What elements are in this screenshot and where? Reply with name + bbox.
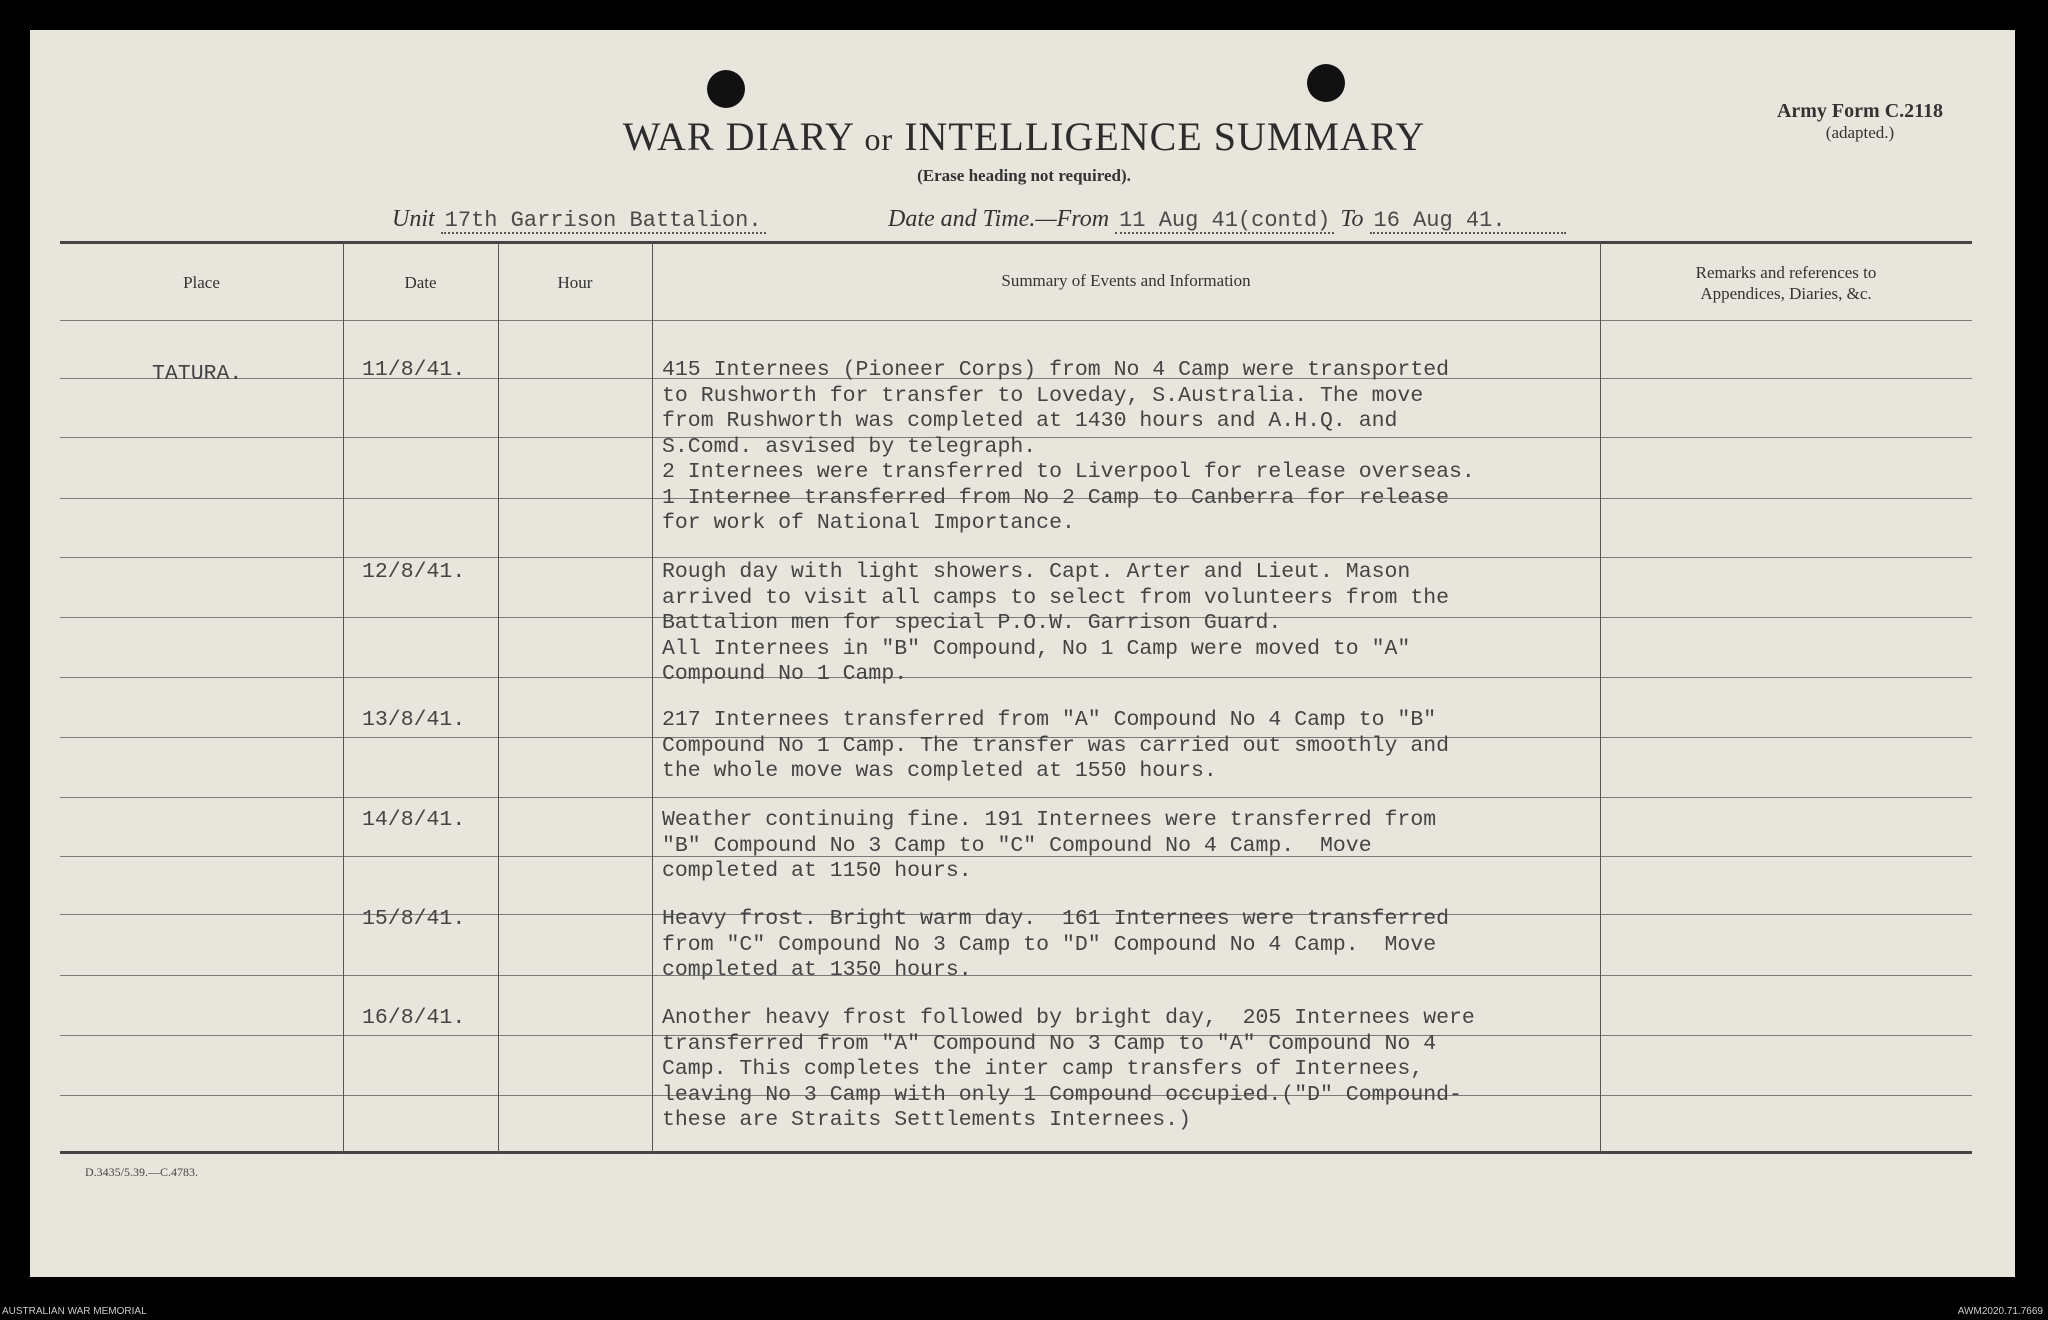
summary-line: 415 Internees (Pioneer Corps) from No 4 Camp were transported <box>662 358 1450 382</box>
summary-line: completed at 1350 hours. <box>662 958 972 982</box>
entry-date: 12/8/41. <box>362 560 466 584</box>
entry-date: 13/8/41. <box>362 708 466 732</box>
summary-line: leaving No 3 Camp with only 1 Compound occupied.("D" Compound- <box>662 1082 1462 1107</box>
summary-line: 1 Internee transferred from No 2 Camp to Canberra for release <box>662 485 1450 510</box>
to-value: 16 Aug 41. <box>1373 208 1506 233</box>
date-label: Date and Time.—From <box>888 206 1110 232</box>
title-or: or <box>864 121 894 157</box>
summary-line: "B" Compound No 3 Camp to "C" Compound No 4 Camp. Move <box>662 833 1372 858</box>
summary-line: 217 Internees transferred from "A" Compound No 4 Camp to "B" <box>662 708 1437 732</box>
col-divider <box>498 243 499 1153</box>
army-form-sub: (adapted.) <box>1825 123 1895 142</box>
row-rule <box>60 557 1972 558</box>
archive-institution: AUSTRALIAN WAR MEMORIAL <box>2 1306 147 1317</box>
summary-line: from "C" Compound No 3 Camp to "D" Compound No 4 Camp. Move <box>662 932 1437 957</box>
entry-date: 15/8/41. <box>362 907 466 931</box>
title-second: INTELLIGENCE SUMMARY <box>904 114 1426 159</box>
army-form-label: Army Form C.2118 <box>1776 100 1944 122</box>
col-header-remarks <box>1600 262 1972 304</box>
remarks-header-line-1: Remarks and references to <box>1695 263 1877 282</box>
table-bottom-rule <box>60 1151 1972 1154</box>
army-form-number <box>1740 100 1980 144</box>
entry-date: 14/8/41. <box>362 808 466 832</box>
punch-hole-right <box>1307 64 1345 102</box>
summary-line: Compound No 1 Camp. The transfer was carried out smoothly and <box>662 733 1450 758</box>
summary-line: Another heavy frost followed by bright day, 205 Internees were <box>662 1006 1475 1030</box>
entry-date: 11/8/41. <box>362 358 466 382</box>
summary-line: arrived to visit all camps to select from volunteers from the <box>662 585 1450 610</box>
to-label: To <box>1340 206 1364 232</box>
summary-line: transferred from "A" Compound No 3 Camp to "A" Compound No 4 <box>662 1031 1437 1056</box>
print-code: D.3435/5.39.—C.4783. <box>85 1165 199 1179</box>
summary-line: 2 Internees were transferred to Liverpool for release overseas. <box>662 460 1475 484</box>
summary-line: S.Comd. asvised by telegraph. <box>662 434 1037 459</box>
from-value: 11 Aug 41(contd) <box>1119 208 1331 233</box>
punch-hole-left <box>707 70 745 108</box>
row-rule <box>60 797 1972 798</box>
entry-summary <box>662 560 1449 688</box>
remarks-header-line-2: Appendices, Diaries, &c. <box>1700 284 1872 303</box>
col-divider <box>1600 243 1601 1153</box>
entry-summary <box>662 907 1449 984</box>
archive-reference: AWM2020.71.7669 <box>1957 1306 2043 1317</box>
unit-value: 17th Garrison Battalion. <box>444 208 762 233</box>
summary-line: Camp. This completes the inter camp transfers of Internees, <box>662 1057 1424 1081</box>
title-main: WAR DIARY <box>622 114 854 159</box>
header-rule <box>60 320 1972 321</box>
summary-line: Compound No 1 Camp. <box>662 662 908 686</box>
entry-summary <box>662 1006 1475 1134</box>
col-divider <box>343 243 344 1153</box>
entry-date: 16/8/41. <box>362 1006 466 1030</box>
summary-line: the whole move was completed at 1550 hours. <box>662 759 1217 783</box>
summary-line: All Internees in "B" Compound, No 1 Camp were moved to "A" <box>662 636 1411 661</box>
summary-line: to Rushworth for transfer to Loveday, S.Australia. The move <box>662 383 1424 408</box>
col-header-summary: Summary of Events and Information <box>1001 271 1251 290</box>
unit-line <box>392 206 766 233</box>
entry-summary <box>662 808 1436 885</box>
summary-line: completed at 1150 hours. <box>662 859 972 883</box>
page-subtitle: (Erase heading not required). <box>917 166 1131 185</box>
summary-line: for work of National Importance. <box>662 511 1075 535</box>
col-header-hour: Hour <box>557 273 593 292</box>
table-top-rule <box>60 241 1972 244</box>
col-divider <box>652 243 653 1153</box>
entry-summary <box>662 708 1449 785</box>
entry-summary <box>662 358 1475 537</box>
col-header-place: Place <box>183 273 220 292</box>
entry-place: TATURA. <box>152 362 243 386</box>
summary-line: Heavy frost. Bright warm day. 161 Internees were transferred <box>662 907 1450 931</box>
summary-line: Rough day with light showers. Capt. Arter and Lieut. Mason <box>662 560 1411 584</box>
summary-line: Weather continuing fine. 191 Internees were transferred from <box>662 808 1437 832</box>
date-line <box>888 206 1566 233</box>
col-header-date: Date <box>404 273 437 292</box>
unit-label: Unit <box>392 206 435 232</box>
summary-line: Battalion men for special P.O.W. Garrison Guard. <box>662 611 1282 635</box>
summary-line: from Rushworth was completed at 1430 hours and A.H.Q. and <box>662 409 1398 433</box>
summary-line: these are Straits Settlements Internees.) <box>662 1108 1191 1132</box>
